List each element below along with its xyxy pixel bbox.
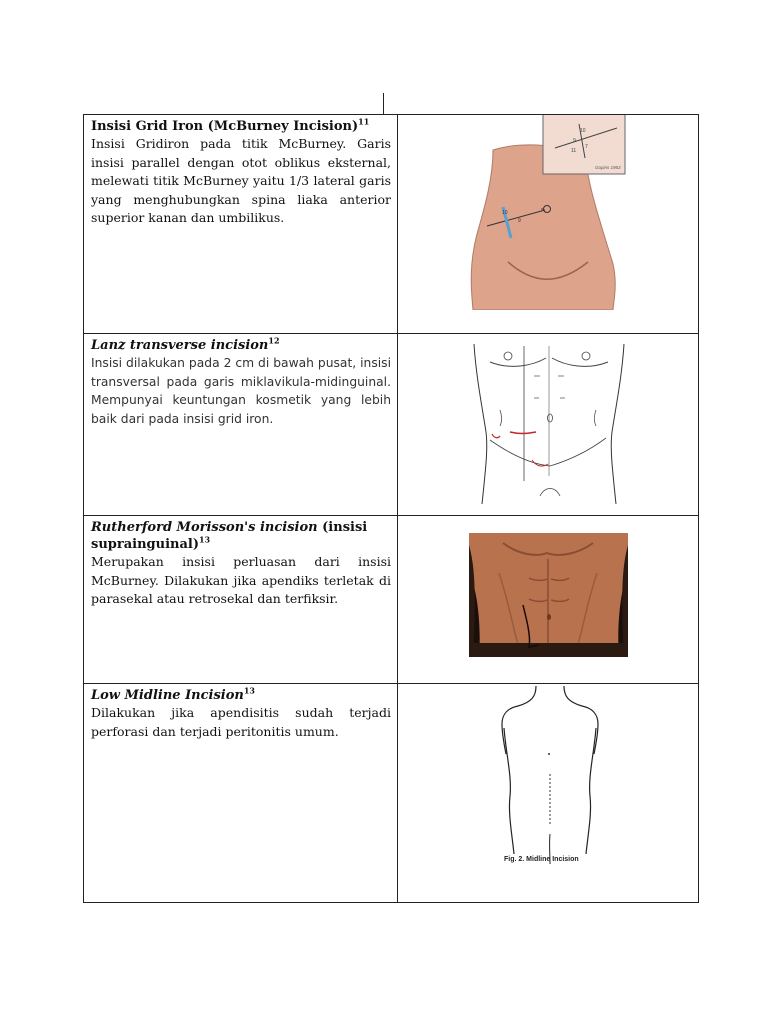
table-row (84, 115, 699, 334)
column-divider-stub (383, 93, 384, 114)
reference-number: 11 (358, 116, 370, 127)
row-description: Insisi dilakukan pada 2 cm di bawah pusat, insisi transversal pada garis miklavikula-midinguinal. Mempunyai keuntungan kosmetik yang lebih baik dari pada insisi grid iron. (91, 356, 391, 426)
row-heading (91, 337, 391, 354)
heading-text: (insisi suprainguinal) (91, 520, 368, 552)
reference-number: 13 (198, 534, 211, 545)
inset-label: 7 (585, 144, 588, 150)
torso-photo-incision (469, 533, 628, 657)
heading-text: Insisi Grid Iron (McBurney Incision) (91, 119, 359, 134)
row-heading (91, 519, 391, 553)
inset-label: 9 (573, 138, 576, 144)
label-small: 9 (518, 218, 521, 224)
label-small: 10 (502, 210, 508, 216)
figure-caption: Fig. 2. Midline Incision (504, 856, 579, 863)
text-cell (84, 516, 398, 684)
text-cell (84, 684, 398, 903)
row-description: Dilakukan jika apendisitis sudah terjadi perforasi dan terjadi peritonitis umum. (91, 705, 391, 739)
table-row (84, 334, 699, 516)
heading-text: Lanz transverse incision (91, 338, 269, 353)
text-cell (84, 334, 398, 516)
table-row (84, 516, 699, 684)
row-heading (91, 118, 391, 135)
reference-number: 12 (268, 335, 280, 346)
table-row (84, 684, 699, 903)
row-description: Insisi Gridiron pada titik McBurney. Garis insisi parallel dengan otot oblikus eksternal, melewati titik McBurney yaitu 1/3 lateral garis yang menghubungkan spina liaka anterior superior kanan dan umbilikus. (91, 136, 391, 226)
row-heading (91, 687, 391, 704)
text-cell (84, 115, 398, 334)
torso-outline-midline (494, 684, 606, 869)
inset-label: 11 (571, 148, 577, 154)
image-cell (398, 115, 699, 334)
inset-label: 10 (580, 128, 586, 134)
row-description: Merupakan insisi perluasan dari insisi McBurney. Dilakukan jika apendiks terletak di parasekal atau retrosekal dan terfiksir. (91, 554, 391, 607)
image-cell (398, 516, 699, 684)
image-cell (398, 334, 699, 516)
torso-line-drawing-lanz (470, 336, 628, 506)
inset-caption: Gopins 1963 (595, 165, 621, 170)
abdomen-mcburney-illustration (463, 115, 633, 311)
reference-number: 13 (243, 685, 255, 696)
heading-text: Low Midline Incision (91, 688, 244, 703)
heading-text-italic: Rutherford Morisson's incision (91, 520, 318, 535)
incision-table (83, 114, 699, 903)
image-cell (398, 684, 699, 903)
